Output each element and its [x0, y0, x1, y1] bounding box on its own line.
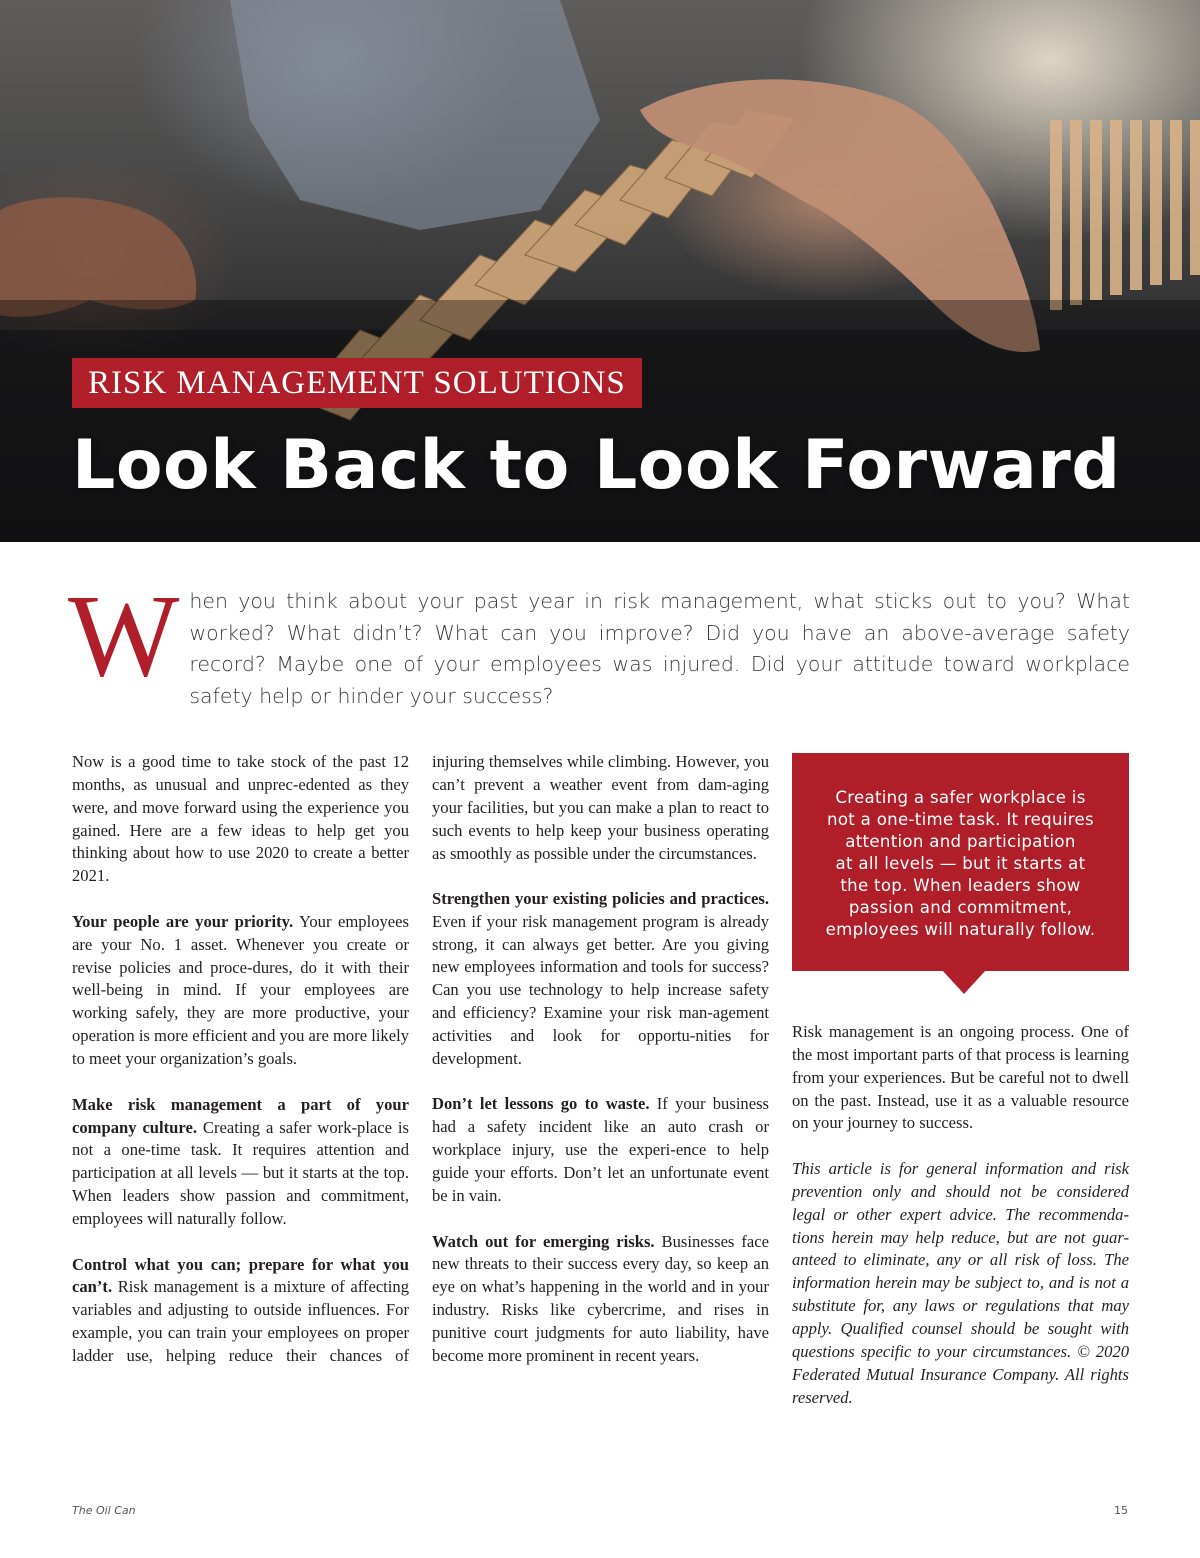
closing-paragraph: Risk management is an ongoing process. One of the most important parts of that process is learning from your experiences. But be careful not to dwell on the past. Instead, use it as a valuable resource on your journey to success.	[792, 1022, 1129, 1133]
pull-quote-line: attention and participation	[845, 832, 1076, 851]
pull-quote-line: not a one-time task. It requires	[827, 810, 1094, 829]
pull-quote-line: passion and commitment,	[848, 898, 1073, 917]
section-heading: Make risk management a part of your company culture.	[72, 1094, 409, 1137]
publication-name: The Oil Can	[72, 1504, 136, 1517]
intro-paragraph	[68, 570, 1130, 712]
section-heading: Strengthen your existing policies and practices.	[432, 888, 769, 908]
article-column-3	[792, 1021, 1129, 1432]
section-heading: Control what you can; prepare for what you can’t.	[72, 1254, 409, 1297]
section-heading: Your people are your priority.	[72, 911, 294, 931]
hero-image	[0, 0, 1200, 542]
legal-disclaimer: This article is for general information and risk prevention only and should not be considered legal or other expert advice. The recommenda-tions herein may help reduce, but are not guar-anteed to eliminate, any or all risk of loss. The information herein may be subject to, and is not a substitute for, any laws or regulations that may apply. Qualified counsel should be sought with questions specific to your circumstances. © 2020 Federated Mutual Insurance Company. All rights reserved.	[792, 1159, 1129, 1407]
section-text: Creating a safer work-place is not a one-time task. It requires attention and participation at all levels — but it starts at the top. When leaders show passion and commitment, employees will naturally follow.	[72, 1117, 409, 1228]
section-text: If your business had a safety incident like an auto crash or workplace injury, use the experi-ence to help guide your efforts. Don’t let an unfortunate event be in vain.	[432, 1094, 770, 1205]
section-people	[72, 911, 409, 1071]
article-column-2	[432, 751, 769, 1390]
intro-text: hen you think about your past year in risk management, what sticks out to you? What worked? What didn’t? What can you improve? Did you have an above-average safety record? Maybe one of your employees was injured. Did your attitude toward workplace safety help or hinder your success?	[189, 589, 1130, 708]
section-control	[72, 1254, 409, 1368]
section-lessons	[432, 1093, 769, 1207]
section-text: Risk management is a mixture of affecting variables and adjusting to outside influences. For example, you can train your employees on proper ladder use, helping reduce their chances of	[72, 1277, 409, 1365]
pull-quote-pointer	[942, 970, 986, 994]
continued-text-wrap	[432, 751, 769, 865]
section-heading: Don’t let lessons go to waste.	[432, 1094, 650, 1114]
section-emerging-risks	[432, 1231, 769, 1368]
section-text: Businesses face new threats to their success every day, so keep an eye on what’s happening in the world and in your industry. Risks like cybercrime, and rises in punitive court judgments for auto liability, have become more prominent in recent years.	[432, 1231, 769, 1365]
section-text: Your employees are your No. 1 asset. Whenever you create or revise policies and proce-dures, do it with their well-being in mind. If your employees are working safely, they are more productive, your operation is more efficient and you are more likely to meet your organization’s goals.	[72, 911, 409, 1068]
page-number: 15	[1114, 1504, 1128, 1517]
pull-quote-line: at all levels — but it starts at	[835, 854, 1086, 873]
section-kicker: RISK MANAGEMENT SOLUTIONS	[72, 358, 642, 408]
pull-quote-line: Creating a safer workplace is	[835, 788, 1086, 807]
opening-paragraph: Now is a good time to take stock of the past 12 months, as unusual and unprec-edented as they were, and move forward using the experience you gained. Here are a few ideas to help get you thinking about how to use 2020 to create a better 2021.	[72, 752, 409, 886]
section-heading: Watch out for emerging risks.	[432, 1231, 655, 1251]
pull-quote-line: the top. When leaders show	[840, 876, 1081, 895]
article-title: Look Back to Look Forward	[72, 426, 1121, 505]
drop-cap: W	[68, 570, 180, 701]
article-column-1	[72, 751, 409, 1368]
pull-quote	[792, 753, 1129, 971]
section-text: Even if your risk management program is already strong, it can always get better. Are you giving new employees information and tools for success? Can you use technology to help increase safety and efficiency? Examine your risk man-agement activities and look for opportu-nities for development.	[432, 911, 769, 1068]
section-culture	[72, 1094, 409, 1231]
section-text: injuring themselves while climbing. However, you can’t prevent a weather event from dam-aging your facilities, but you can make a plan to react to such events to help keep your business operating as smoothly as possible under the circumstances.	[432, 752, 769, 863]
section-control-continued	[432, 751, 769, 865]
pull-quote-line: employees will naturally follow.	[825, 920, 1096, 939]
section-strengthen	[432, 888, 769, 1071]
